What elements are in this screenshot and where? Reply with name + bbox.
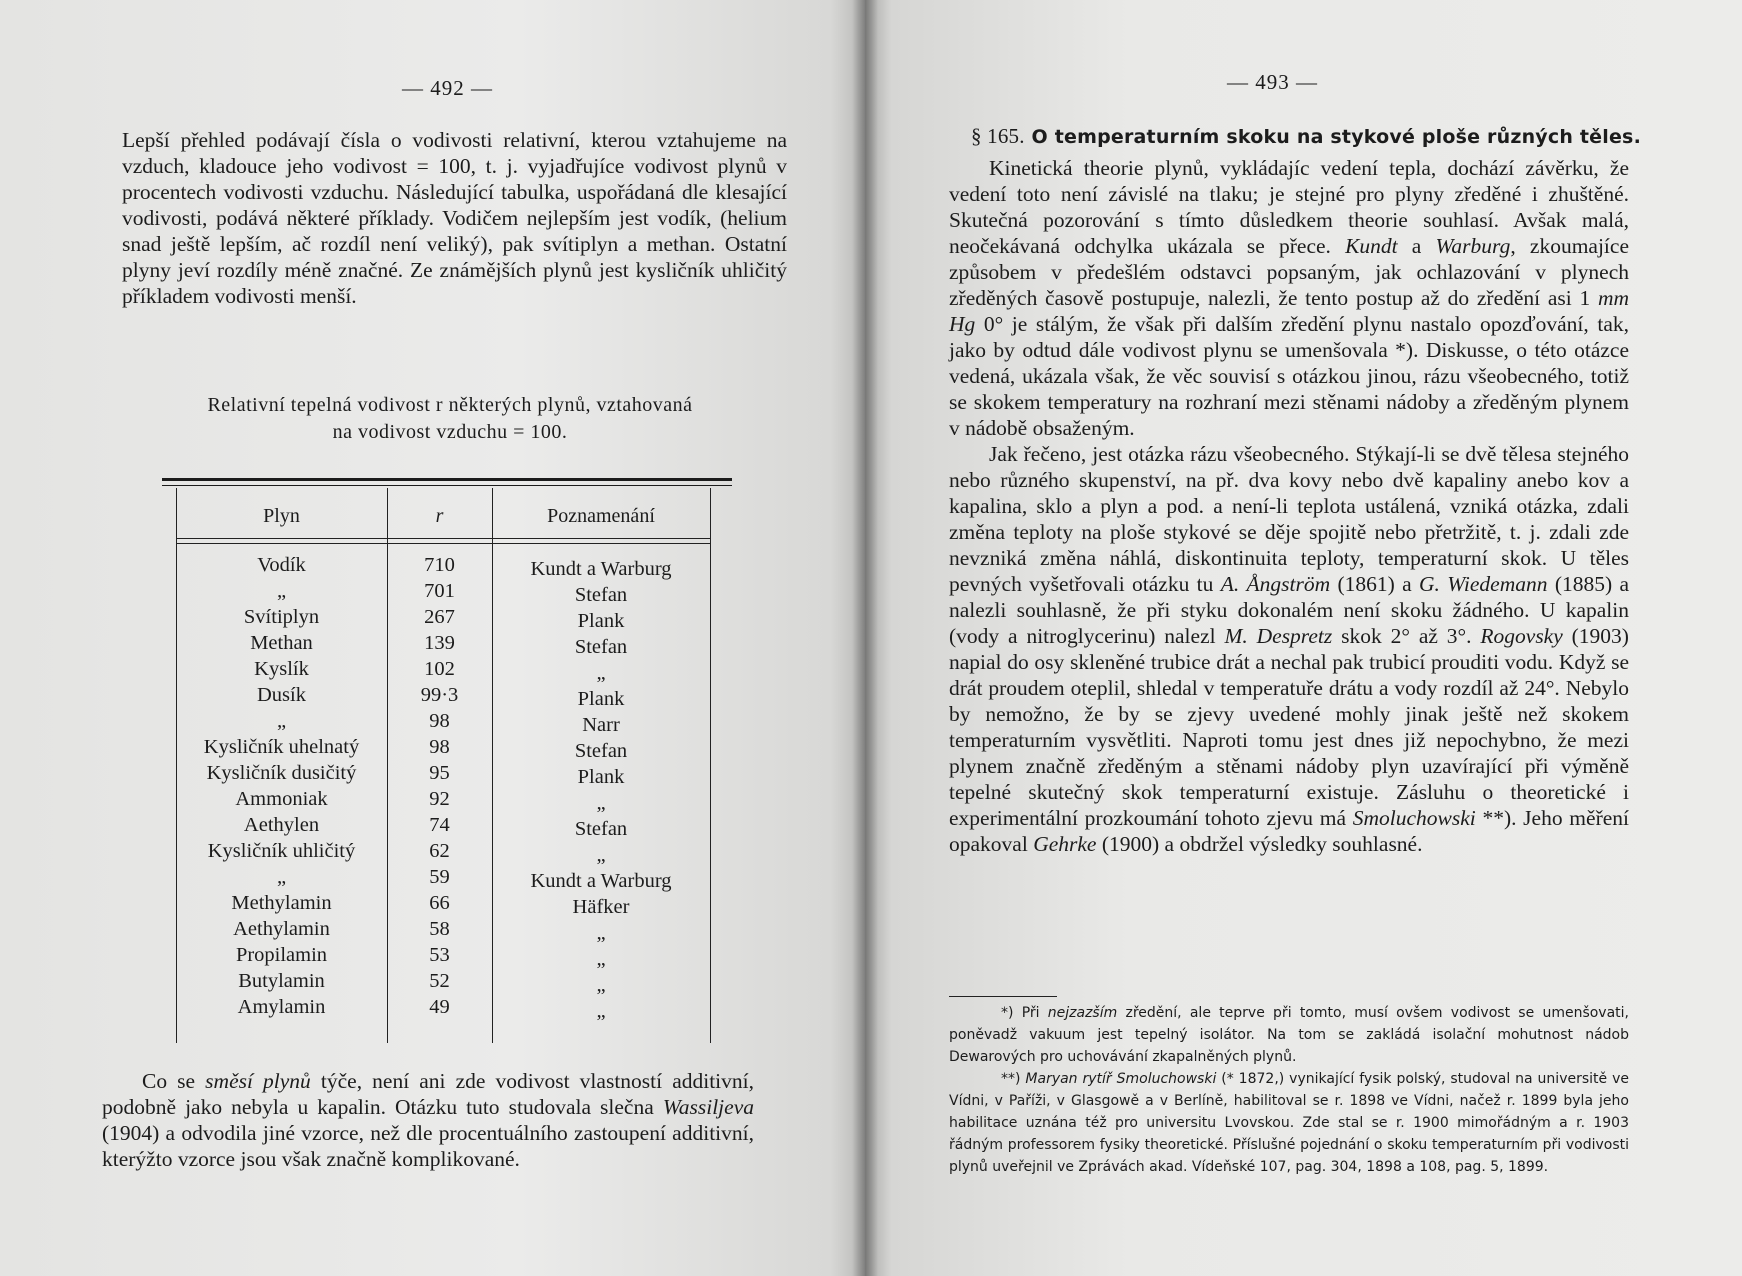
left-page — [0, 0, 865, 1276]
table-caption — [140, 392, 760, 446]
table-cell-note: „ — [596, 974, 606, 996]
table-cell-gas: Kysličník uhličitý — [207, 840, 356, 862]
table-header-rule — [176, 538, 710, 539]
table-right-border — [710, 488, 711, 1043]
table-cell-note: Kundt a Warburg — [530, 870, 672, 892]
table-cell-r: 98 — [429, 736, 450, 758]
table-cell-r: 95 — [429, 762, 450, 784]
table-cell-gas: Ammoniak — [235, 788, 328, 810]
header-gas: Plyn — [263, 505, 300, 527]
table-cell-gas: „ — [276, 866, 287, 888]
table-top-rule — [162, 478, 732, 481]
table-cell-gas: Kysličník uhelnatý — [203, 736, 360, 758]
table-caption-line1: Relativní tepelná vodivost r některých plynů, vztahovaná — [207, 394, 693, 416]
table-cell-note: „ — [596, 948, 606, 970]
table-cell-r: 49 — [429, 996, 450, 1018]
column-r — [387, 552, 492, 1020]
table-cell-note: „ — [596, 792, 606, 814]
intro-text: Lepší přehled podávají čísla o vodivosti relativní, kterou vztahujeme na vzduch, kladouce jeho vodivost = 100, t. j. vyjadřujíce vodivost plynů v procentech vodivosti vzduchu. Následující tabulka, uspořádaná dle klesající vodivosti, podává některé příklady. Vodičem nejlepším jest vodík, (helium snad ještě lepším, ač rozdíl není veliký), pak svítiplyn a methan. Ostatní plyny jeví rozdíly méně značné. Ze známějších plynů jest kysličník uhličitý příkladem vodivosti menší. — [122, 128, 787, 308]
table-cell-note: Plank — [577, 688, 625, 710]
table-cell-note: „ — [596, 662, 606, 684]
table-cell-note: Plank — [577, 766, 625, 788]
table-cell-note: Stefan — [574, 636, 628, 658]
intro-paragraph — [122, 127, 787, 309]
table-cell-note: „ — [596, 922, 606, 944]
table-cell-note: Plank — [577, 610, 625, 632]
table-cell-r: 62 — [429, 840, 450, 862]
table-cell-gas: Kysličník dusičitý — [206, 762, 357, 784]
table-cell-r: 710 — [424, 554, 455, 576]
table-cell-r: 59 — [429, 866, 450, 888]
table-cell-r: 92 — [429, 788, 450, 810]
table-cell-r: 99·3 — [420, 684, 459, 706]
footnote-2: **) Maryan rytíř Smoluchowski (* 1872,) vynikající fysik polský, studoval na universitě ve Vídni, v Paříži, v Glasgowě a v Berlíně, habilitoval se r. 1898 ve Vídni, načež r. 1899 byla jeho habilitace uznána též pro universitu Lvovskou. Zde stal se r. 1900 mimořádným a r. 1903 řádným professorem fysiky theoretické. Příslušné pojednání o skoku temperaturním při vodivosti plynů uveřejnil ve Zprávách akad. Vídeňské 107, pag. 304, 1898 a 108, pag. 5, 1899. — [949, 1071, 1629, 1175]
book-gutter — [852, 0, 878, 1276]
table-cell-r: 74 — [429, 814, 450, 836]
table-cell-gas: Butylamin — [238, 970, 325, 992]
table-cell-gas: Methylamin — [231, 892, 332, 914]
table-cell-note: Kundt a Warburg — [530, 558, 672, 580]
table-cell-note: Stefan — [574, 584, 628, 606]
table-cell-r: 102 — [424, 658, 455, 680]
table-cell-gas: Methan — [250, 632, 313, 654]
table-cell-gas: Dusík — [257, 684, 306, 706]
table-cell-r: 52 — [429, 970, 450, 992]
section-number: § 165. — [971, 124, 1025, 148]
table-caption-line2: na vodivost vzduchu = 100. — [332, 421, 568, 443]
table-cell-r: 53 — [429, 944, 450, 966]
closing-text: Co se směsí plynů týče, není ani zde vodivost vlastností additivní, podobně jako nebyla u kapalin. Otázku tuto studovala slečna Wassiljeva (1904) a odvodila jiné vzorce, než dle procentuálního zastoupení additivní, kterýžto vzorce jsou však značně komplikované. — [102, 1069, 754, 1171]
paragraph-2: Jak řečeno, jest otázka rázu všeobecného. Stýkají-li se dvě tělesa stejného nebo různého skupenství, na př. dva kovy nebo dvě kapaliny anebo kov a kapalina, sklo a plyn a pod. a není-li teplota ustálená, vzniká otázka, zdali změna teploty na ploše stykové se děje spojitě nebo přetržitě, t. j. zdali zde nevzniká změna náhlá, diskontinuita teploty, temperaturní skok. U těles pevných vyšetřovali otázku tu A. Ångström (1861) a G. Wiedemann (1885) a nalezli souhlasně, že při styku dokonalém není skoku žádného. U kapalin (vody a nitroglycerinu) nalezl M. Despretz skok 2° až 3°. Rogovsky (1903) napial do osy skleněné trubice drát a nechal pak trubicí prouditi vodu. Když se drát proudem oteplil, shledal v temperatuře drátu a vody rozdíl až 24°. Nebylo by nemožno, že by se zjevy uvedené mohly jinak ještě než skokem temperaturním vysvětliti. Naproti tomu jest dnes již nepochybno, že mezi plynem značně zředěným a stěnami nádoby plyn uzavírající při výměně tepelné skutečný skok temperaturní existuje. Zásluhu o theoretické i experimentální prozkoumání tohoto zjevu má Smoluchowski **). Jeho měření opakoval Gehrke (1900) a obdržel výsledky souhlasné. — [949, 442, 1629, 856]
footnotes — [949, 1002, 1629, 1178]
table-cell-r: 139 — [424, 632, 455, 654]
table-cell-gas: Kyslík — [254, 658, 309, 680]
table-cell-r: 98 — [429, 710, 450, 732]
table-cell-note: Stefan — [574, 740, 628, 762]
table-cell-note: Häfker — [572, 896, 630, 918]
page-number-left: — 492 — — [402, 76, 493, 100]
table-cell-note: „ — [596, 844, 606, 866]
table-cell-r: 267 — [424, 606, 455, 628]
column-note — [492, 556, 710, 1024]
table-cell-r: 66 — [429, 892, 450, 914]
table-cell-gas: „ — [276, 710, 287, 732]
table-cell-note: „ — [596, 1000, 606, 1022]
right-body — [949, 155, 1629, 857]
table-cell-gas: Propilamin — [235, 944, 328, 966]
table-cell-gas: „ — [276, 580, 287, 602]
page-number-right: — 493 — — [1227, 70, 1318, 94]
footnote-1: *) Při nejzazším zředění, ale teprve při tomto, musí ovšem vodivost se umenšovati, poněvadž vakuum jest tepelný isolátor. Na tom se zakládá isolační mohutnost nádob Dewarových pro uchovávání zkapalněných plynů. — [949, 1005, 1629, 1065]
table-cell-note: Stefan — [574, 818, 628, 840]
closing-paragraph — [102, 1068, 754, 1172]
table-cell-gas: Svítiplyn — [243, 606, 320, 628]
table-top-rule-thin — [162, 485, 732, 486]
table-cell-gas: Vodík — [257, 554, 306, 576]
table-cell-gas: Amylamin — [237, 996, 326, 1018]
column-gas — [176, 552, 387, 1020]
table-cell-gas: Aethylen — [243, 814, 320, 836]
header-r: r — [435, 505, 444, 527]
paragraph-1: Kinetická theorie plynů, vykládajíc vedení tepla, dochází závěrku, že vedení toto není závislé na tlaku; je stejné pro plyny zředěné i zhuštěné. Skutečná pozorování s tímto důsledkem theorie souhlasí. Avšak malá, neočekávaná odchylka ukázala se přece. Kundt a Warburg, zkoumajíce způsobem v předešlém odstavci popsaným, jak ochlazování v plynech zředěných časově postupuje, nalezli, že tento postup až do zředění asi 1 mm Hg 0° je stálým, že však při dalším zředění plynu nastalo opozďování, tak, jako by odtud dále vodivost plynu se umenšovala *). Diskusse, o této otázce vedená, ukázala však, že věc souvisí s otázkou jinou, rázu všeobecného, totiž se skokem temperatury na rozhraní mezi stěnami nádoby a zředěným plynem v nádobě obsaženým. — [949, 156, 1629, 440]
table-cell-gas: Aethylamin — [233, 918, 330, 940]
table-cell-note: Narr — [582, 714, 620, 736]
header-note: Poznamenání — [547, 505, 655, 527]
right-page — [865, 0, 1742, 1276]
table-cell-r: 58 — [429, 918, 450, 940]
table-cell-r: 701 — [424, 580, 455, 602]
table-header-rule-2 — [176, 543, 710, 544]
footnote-rule — [949, 996, 1057, 997]
section-heading — [971, 124, 1641, 149]
section-title: O temperaturním skoku na stykové ploše různých těles. — [1031, 126, 1641, 148]
